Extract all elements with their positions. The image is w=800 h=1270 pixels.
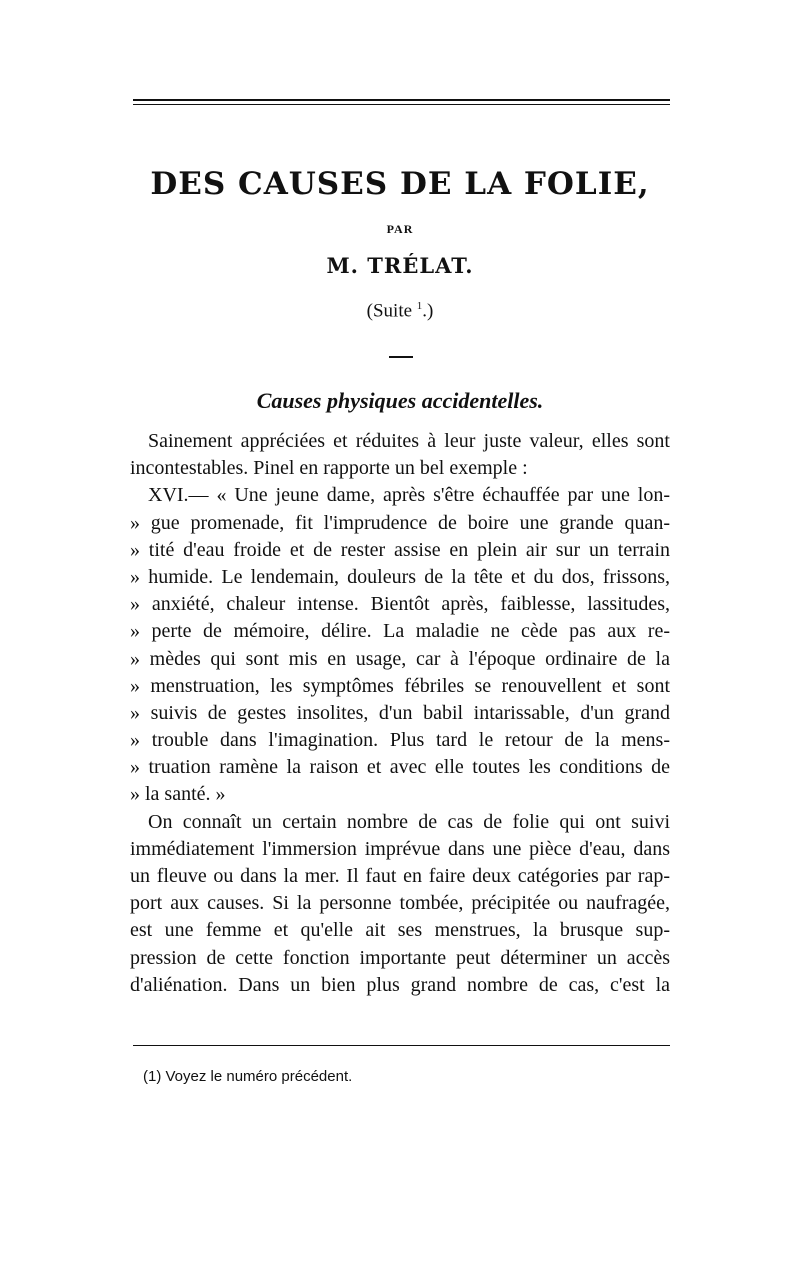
body-line: On connaît un certain nombre de cas de folie qui ont suivi <box>148 810 670 833</box>
body-line: d'aliénation. Dans un bien plus grand nombre de cas, c'est la <box>130 973 670 996</box>
body-line: » menstruation, les symptômes fébriles se renouvellent et sont <box>130 674 670 697</box>
body-text <box>130 428 670 999</box>
body-line: incontestables. Pinel en rapporte un bel exemple : <box>130 457 528 480</box>
body-line: » la santé. » <box>130 783 226 806</box>
body-line: » anxiété, chaleur intense. Bientôt après, faiblesse, lassitudes, <box>130 593 670 616</box>
continuation-note <box>0 300 800 322</box>
article-title: DES CAUSES DE LA FOLIE, <box>150 166 650 202</box>
body-line: XVI.— « Une jeune dame, après s'être échauffée par une lon- <box>148 484 670 507</box>
header-rule-thick <box>133 99 670 101</box>
continuation-close: .) <box>422 300 434 322</box>
footnote-marker: 1 <box>416 300 423 312</box>
body-line: pression de cette fonction importante peut déterminer un accès <box>130 946 670 969</box>
body-line: » mèdes qui sont mis en usage, car à l'époque ordinaire de la <box>130 647 670 670</box>
body-line: » trouble dans l'imagination. Plus tard le retour de la mens- <box>130 729 670 752</box>
author-name: M. TRÉLAT. <box>326 253 474 278</box>
by-label: PAR <box>386 222 414 236</box>
section-title: Causes physiques accidentelles. <box>256 388 544 413</box>
body-line: port aux causes. Si la personne tombée, précipitée ou naufragée, <box>130 892 670 915</box>
body-line: un fleuve ou dans la mer. Il faut en faire deux catégories par rap- <box>130 865 670 887</box>
body-line: » gue promenade, fit l'imprudence de boire une grande quan- <box>130 511 670 534</box>
continuation-label: (Suite <box>366 300 417 322</box>
header-rule-thin <box>133 104 670 105</box>
body-line: immédiatement l'immersion imprévue dans une pièce d'eau, dans <box>130 837 670 860</box>
body-line: Sainement appréciées et réduites à leur juste valeur, elles sont <box>148 430 670 452</box>
body-line: » truation ramène la raison et avec elle toutes les conditions de <box>130 756 670 779</box>
footnote-rule <box>133 1045 670 1046</box>
body-line: » suivis de gestes insolites, d'un babil intarissable, d'un grand <box>130 701 670 724</box>
body-line: » tité d'eau froide et de rester assise en plein air sur un terrain <box>130 538 670 561</box>
footnote: (1) Voyez le numéro précédent. <box>143 1068 353 1085</box>
body-line: » humide. Le lendemain, douleurs de la tête et du dos, frissons, <box>130 565 670 588</box>
body-line: est une femme et qu'elle ait ses menstrues, la brusque sup- <box>130 919 670 942</box>
body-line: » perte de mémoire, délire. La maladie ne cède pas aux re- <box>130 620 670 643</box>
section-divider <box>389 356 413 358</box>
